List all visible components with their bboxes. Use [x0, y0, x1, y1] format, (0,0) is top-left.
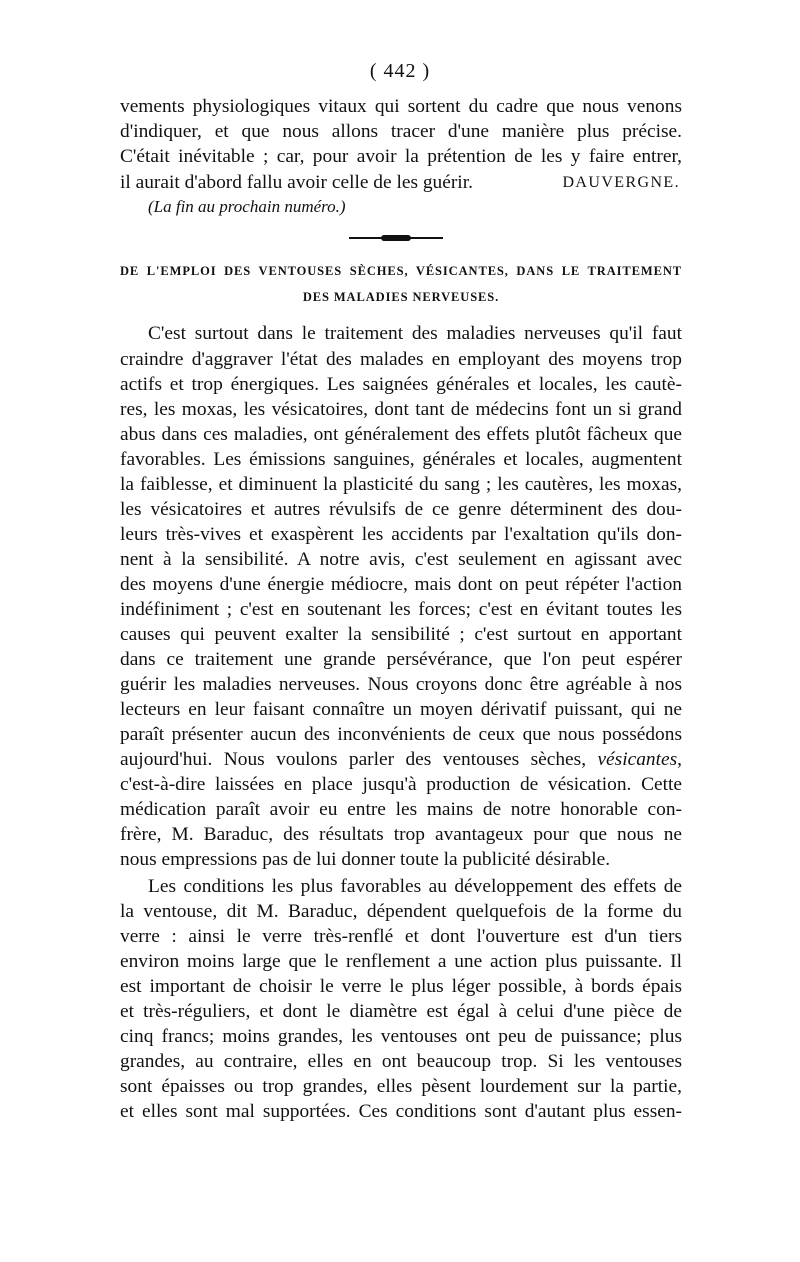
text-line: actifs et trop énergiques. Les saignées générales et locales, les cautè- [120, 374, 682, 395]
text-line: la ventouse, dit M. Baraduc, dépendent quelquefois de la forme du [120, 901, 682, 922]
text-line: c'est-à-dire laissées en place jusqu'à production de vésication. Cette [120, 774, 682, 795]
author-signature: DAUVERGNE. [562, 174, 680, 191]
text-line: médication paraît avoir eu entre les mains de notre honorable con- [120, 799, 682, 820]
text-line: il aurait d'abord fallu avoir celle de les guérir. [120, 172, 473, 193]
text-line: Les conditions les plus favorables au développement des effets de [148, 876, 682, 897]
text-line: la faiblesse, et diminuent la plasticité du sang ; les cautères, les moxas, [120, 474, 682, 495]
section-divider [349, 237, 443, 239]
text-line: guérir les maladies nerveuses. Nous croyons donc être agréable à nos [120, 674, 682, 695]
text-line: dans ce traitement une grande persévérance, que l'on peut espérer [120, 649, 682, 670]
text-line: verre : ainsi le verre très-renflé et dont l'ouverture est d'un tiers [120, 926, 682, 947]
text-line-with-emphasis: aujourd'hui. Nous voulons parler des ventouses sèches, vésicantes, [120, 749, 682, 770]
article-title-line-1: DE L'EMPLOI DES VENTOUSES SÈCHES, VÉSICANTES, DANS LE TRAITEMENT [120, 264, 682, 278]
text-line: C'était inévitable ; car, pour avoir la prétention de les y faire entrer, [120, 146, 682, 167]
page-number: ( 442 ) [369, 60, 431, 82]
text-line: environ moins large que le renflement a une action plus puissante. Il [120, 951, 682, 972]
signature-line [120, 171, 682, 195]
text-line: paraît présenter aucun des inconvénients de ceux que nous possédons [120, 724, 682, 745]
text-line: d'indiquer, et que nous allons tracer d'une manière plus précise. [120, 121, 682, 142]
text-line: cinq francs; moins grandes, les ventouses ont peu de puissance; plus [120, 1026, 682, 1047]
text-line: vements physiologiques vitaux qui sortent du cadre que nous venons [120, 96, 682, 117]
text-line: nent à la sensibilité. A notre avis, c'est seulement en agissant avec [120, 549, 682, 570]
text-line: indéfiniment ; c'est en soutenant les forces; c'est en évitant toutes les [120, 599, 682, 620]
emphasized-word: vésicantes [597, 749, 678, 770]
text-line: causes qui peuvent exalter la sensibilité ; c'est surtout en apportant [120, 624, 682, 645]
text-line: res, les moxas, les vésicatoires, dont tant de médecins font un si grand [120, 399, 682, 420]
text-line: nous empressions pas de lui donner toute la publicité désirable. [120, 849, 611, 870]
text-line: les vésicatoires et autres révulsifs de ce genre déterminent des dou- [120, 499, 682, 520]
text-line: frère, M. Baraduc, des résultats trop avantageux pour que nous ne [120, 824, 682, 845]
continued-notice: (La fin au prochain numéro.) [148, 197, 346, 216]
article-title-line-2: DES MALADIES NERVEUSES. [302, 290, 500, 304]
text-line: et très-réguliers, et dont le diamètre est égal à celui d'une pièce de [120, 1001, 682, 1022]
text-line: abus dans ces maladies, ont généralement des effets plutôt fâcheux que [120, 424, 682, 445]
text-line: favorables. Les émissions sanguines, générales et locales, augmentent [120, 449, 682, 470]
text-line: lecteurs en leur faisant connaître un moyen dérivatif puissant, qui ne [120, 699, 682, 720]
text-line: grandes, au contraire, elles en ont beaucoup trop. Si les ventouses [120, 1051, 682, 1072]
text-line: est important de choisir le verre le plus léger possible, à bords épais [120, 976, 682, 997]
text-line: craindre d'aggraver l'état des malades en employant des moyens trop [120, 349, 682, 370]
text-segment: aujourd'hui. Nous voulons parler des ventouses sèches, [120, 749, 587, 770]
text-line: sont épaisses ou trop grandes, elles pèsent lourdement sur la partie, [120, 1076, 682, 1097]
text-line: et elles sont mal supportées. Ces conditions sont d'autant plus essen- [120, 1101, 682, 1122]
text-line: des moyens d'une énergie médiocre, mais dont on peut répéter l'action [120, 574, 682, 595]
text-line: C'est surtout dans le traitement des maladies nerveuses qu'il faut [148, 323, 682, 344]
text-line: leurs très-vives et exaspèrent les accidents par l'exaltation qu'ils don- [120, 524, 682, 545]
